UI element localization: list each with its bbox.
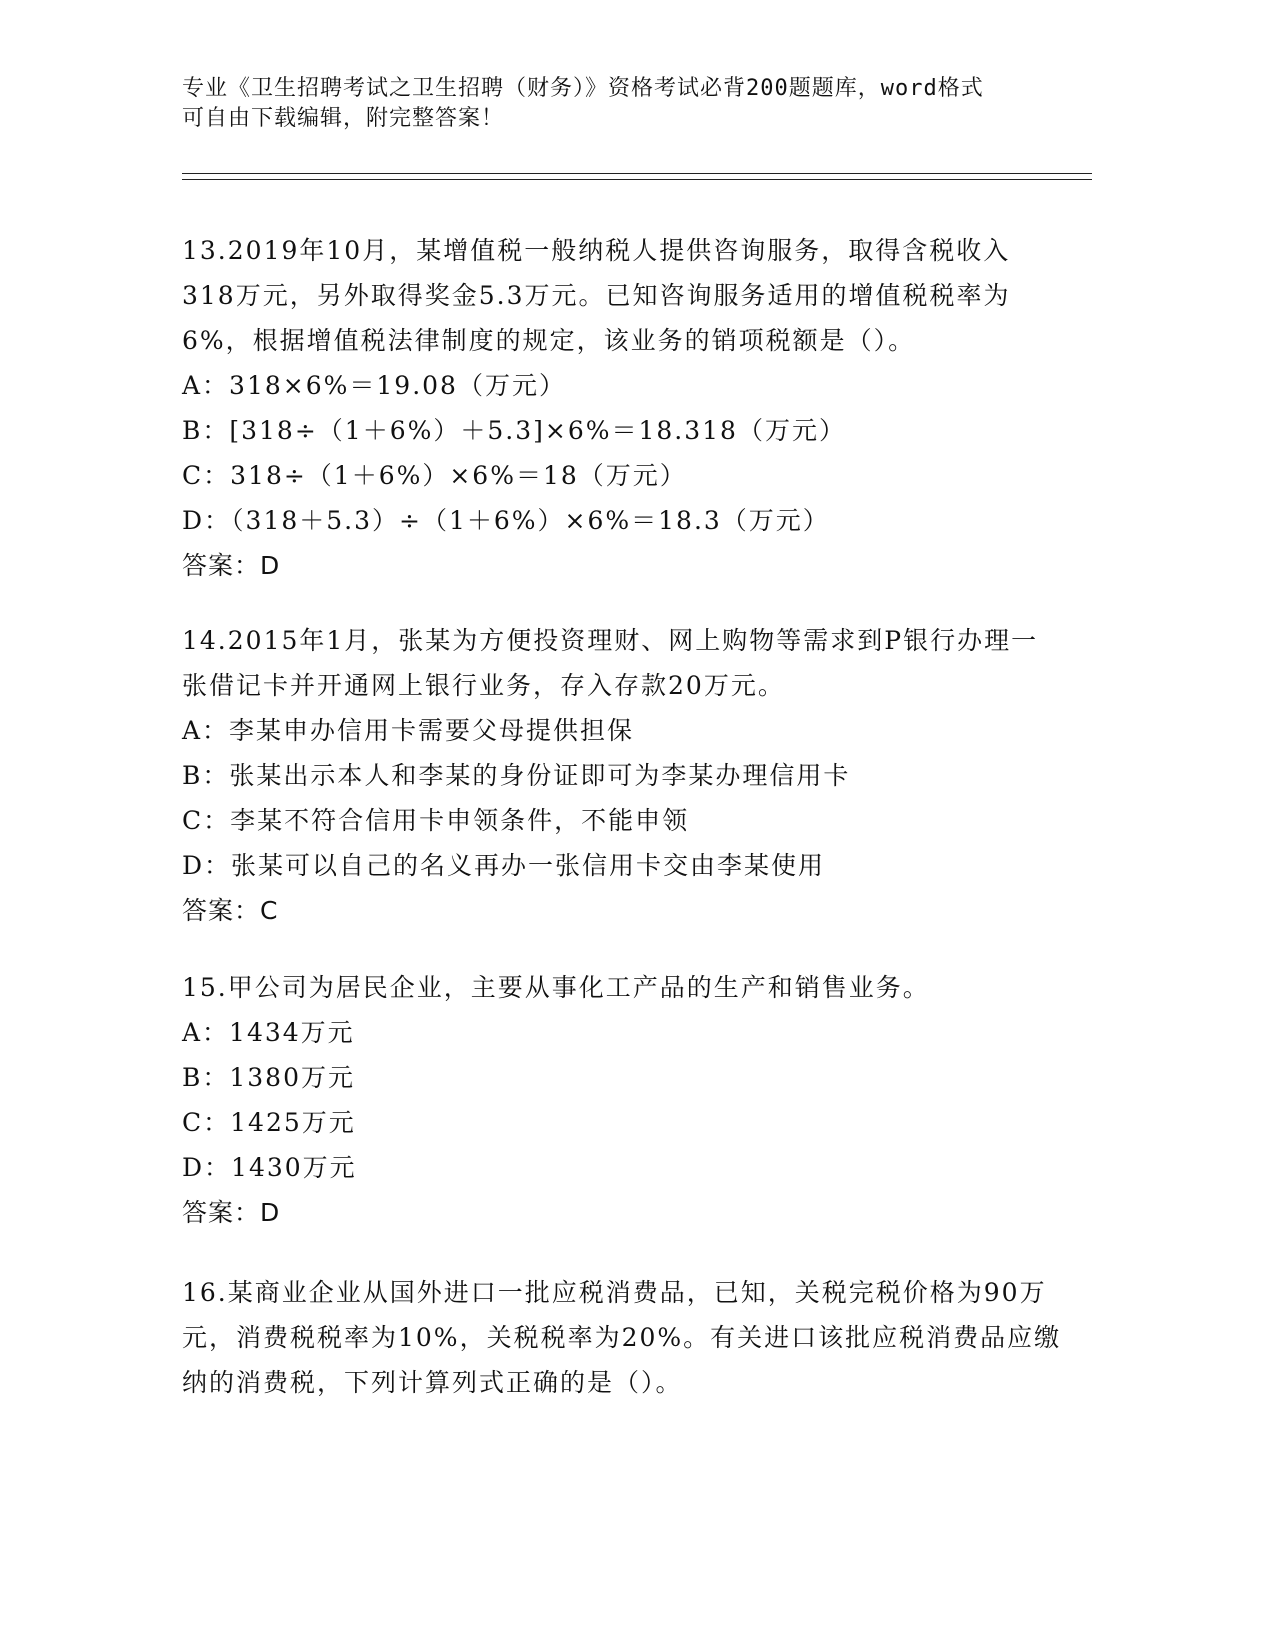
option-b: B：张某出示本人和李某的身份证即可为李某办理信用卡 xyxy=(182,761,851,790)
question-stem: 13.2019年10月，某增值税一般纳税人提供咨询服务，取得含税收入318万元，另外取得奖金5.3万元。已知咨询服务适用的增值税税率为6%，根据增值税法律制度的规定，该业务的销项税额是（）。 xyxy=(182,236,1011,355)
option-a: A：1434万元 xyxy=(182,1018,355,1047)
answer-label: 答案：D xyxy=(182,1198,281,1227)
option-c: C：李某不符合信用卡申领条件，不能申领 xyxy=(182,806,690,835)
question-stem: 15.甲公司为居民企业，主要从事化工产品的生产和销售业务。 xyxy=(182,973,930,1002)
question-stem: 14.2015年1月，张某为方便投资理财、网上购物等需求到P银行办理一张借记卡并开通网上银行业务，存入存款20万元。 xyxy=(182,626,1039,700)
answer-label: 答案：D xyxy=(182,551,281,580)
option-c: C：1425万元 xyxy=(182,1108,356,1137)
header-line-2: 可自由下载编辑，附完整答案！ xyxy=(182,106,505,131)
question-stem: 16.某商业企业从国外进口一批应税消费品，已知，关税完税价格为90万元，消费税税率为10%，关税税率为20%。有关进口该批应税消费品应缴纳的消费税，下列计算列式正确的是（）。 xyxy=(182,1278,1062,1397)
option-d: D：1430万元 xyxy=(182,1153,357,1182)
option-b: B：[318÷（1＋6%）＋5.3]×6%＝18.318（万元） xyxy=(182,416,846,445)
header-divider-bottom xyxy=(182,179,1092,180)
option-a: A：李某申办信用卡需要父母提供担保 xyxy=(182,716,635,745)
document-header xyxy=(182,74,1082,134)
header-divider-top xyxy=(182,173,1092,174)
question-14 xyxy=(182,618,1062,933)
answer-label: 答案：C xyxy=(182,896,279,925)
option-d: D：张某可以自己的名义再办一张信用卡交由李某使用 xyxy=(182,851,826,880)
option-d: D：（318＋5.3）÷（1＋6%）×6%＝18.3（万元） xyxy=(182,506,830,535)
option-a: A：318×6%＝19.08（万元） xyxy=(182,371,566,400)
question-16 xyxy=(182,1270,1062,1405)
option-c: C：318÷（1＋6%）×6%＝18（万元） xyxy=(182,461,687,490)
question-15 xyxy=(182,965,1062,1235)
option-b: B：1380万元 xyxy=(182,1063,355,1092)
header-line-1: 专业《卫生招聘考试之卫生招聘（财务）》资格考试必背200题题库，word格式 xyxy=(182,76,984,101)
question-13 xyxy=(182,228,1062,588)
